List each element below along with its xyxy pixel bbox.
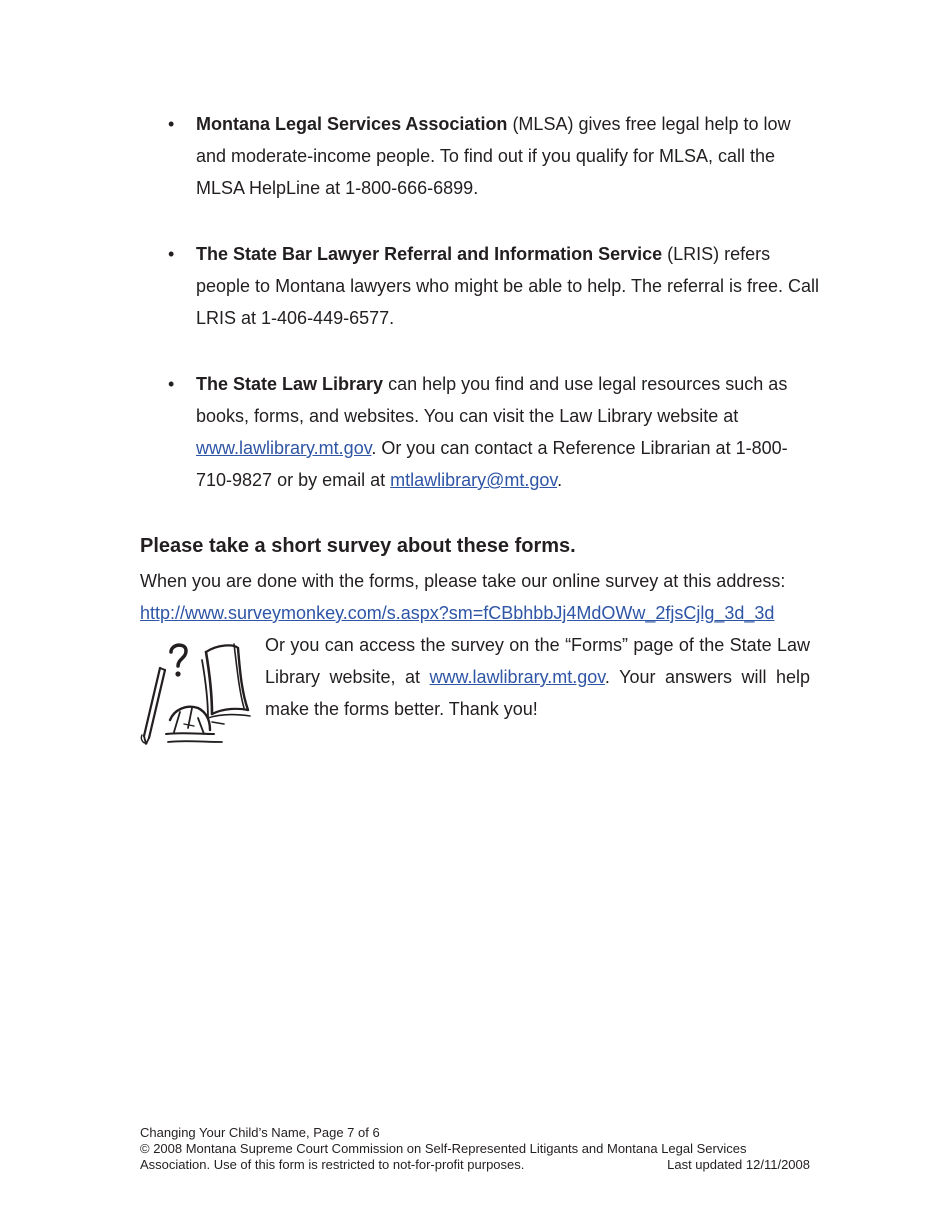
survey-url-link[interactable]: http://www.surveymonkey.com/s.aspx?sm=fCBbhbbJj4MdOWw_2fjsCjlg_3d_3d [140,603,775,623]
footer-last-row [140,1157,810,1173]
resource-name: The State Bar Lawyer Referral and Information Service [196,244,663,264]
survey-access-text [265,629,810,725]
footer-restriction-line: Association. Use of this form is restricted to not-for-profit purposes. [140,1157,525,1172]
bullet-marker: • [168,374,175,394]
resource-description: can help you find and use legal resources such as books, forms, and websites. You can visit the Law Library website at [196,374,788,426]
survey-intro: When you are done with the forms, please take our online survey at this address: [140,571,786,591]
bullet-marker: • [168,114,175,134]
resource-description: . Or you can contact a Reference Librarian at 1-800-710-9827 or by email at [196,438,788,490]
resource-list [140,108,820,530]
footer-copyright-line: © 2008 Montana Supreme Court Commission on Self-Represented Litigants and Montana Legal Services [140,1141,747,1156]
survey-forms-page-link[interactable]: www.lawlibrary.mt.gov [429,667,605,687]
law-library-email-link[interactable]: mtlawlibrary@mt.gov [390,470,558,490]
resource-item-lris [140,238,820,334]
footer-page-line: Changing Your Child’s Name, Page 7 of 6 [140,1125,380,1140]
resource-description: (LRIS) refers people to Montana lawyers who might be able to help. The referral is free. Call LRIS at 1-406-449-6577. [196,244,820,328]
law-library-website-link[interactable]: www.lawlibrary.mt.gov [196,438,372,458]
thinking-writer-icon [140,638,252,746]
survey-access-text-part: Or you can access the survey on the “Forms” page of the State Law Library website, at [265,635,810,687]
resource-name: Montana Legal Services Association [196,114,508,134]
bullet-marker: • [168,244,175,264]
resource-name: The State Law Library [196,374,384,394]
survey-heading: Please take a short survey about these forms. [140,535,576,557]
survey-access-text-part: . Your answers will help make the forms better. Thank you! [265,667,810,719]
resource-description: (MLSA) gives free legal help to low and moderate-income people. To find out if you qualify for MLSA, call the MLSA HelpLine at 1-800-666-6899. [196,114,791,198]
resource-item-mlsa [140,108,820,204]
footer-last-updated: Last updated 12/11/2008 [667,1157,810,1172]
resource-description: . [557,470,563,490]
resource-item-law-library [140,368,820,496]
page-footer [140,1125,810,1173]
